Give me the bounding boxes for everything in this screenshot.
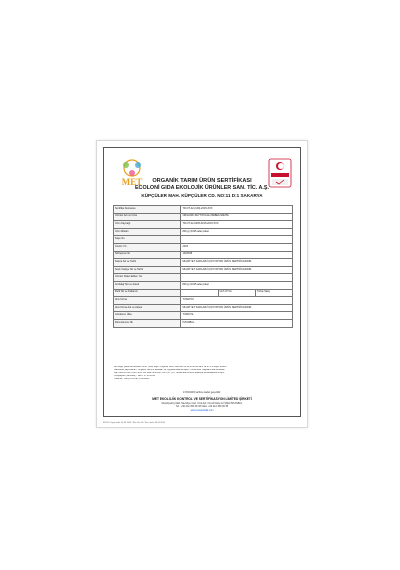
row-value: MUAFİYET KAZILARI İÇİN TOPTAN ÜRÜN SERTİFİKASIDIR. [181,259,293,267]
row-label: Ambalaj Tipi ve Adedi [114,281,181,289]
statement-line: Gazetede yayımlanan "Organik Tarımın Esasları ve Uygulanmasına İlişkin Yönetmelik" kapsamında sertifikalı [114,369,225,372]
table-row [114,266,293,274]
row-label: Düzenlenme Ok [114,319,181,327]
statement-line: MET EKOLOJİK KONTROL VE SERTİFİKASYON LTD. ŞTİ. Tarafından kontrol edilerek sertifikalandırılmıştır. [114,372,225,375]
certificate-title: ORGANİK TARIM ÜRÜN SERTİFİKASI [152,178,252,184]
issuer-name: MET EKOLOJİK KONTROL VE SERTİFİKASYON LİMİTED ŞİRKETİ [152,397,252,401]
table-row [114,206,293,214]
row-value [181,274,293,282]
row-value: 2015 [181,243,293,251]
row-value: TÜRKİYE [181,312,293,320]
issuer-website-link[interactable]: www.metekolojik.com [190,408,214,412]
row-value: İSTANBUL [181,319,293,327]
row-value: TR-OT-42-0005-0195-2015-XXX [181,221,293,229]
table-row [114,319,293,327]
certification-statement [114,366,288,381]
row-label: Ürün Kaynağı [114,221,181,229]
table-row [114,297,293,305]
company-name: ECOLONİ GIDA EKOLOJİK ÜRÜNLER SAN. TİC. A.Ş. [134,185,270,191]
row-extra-second: Turkiş Satış [255,289,292,297]
statement-line: Yasemin YALÇIN İmza: İSTANBUL [114,378,150,381]
table-row [114,213,293,221]
table-row [114,228,293,236]
issuer-footer [104,398,300,412]
row-label: Alıcı Firma [114,297,181,305]
table-row [114,243,293,251]
row-label: Sözleşme No [114,251,181,259]
row-value [181,236,293,244]
issuer-address: Mecidiyeköy Mah. Mecidiye Cad. Ümit Apt. No:24 Daire:12 ŞİŞLİ/İSTANBUL [161,401,243,405]
row-value: ORGANİK ZEYTİNYAĞLI BEBEK EMZİSİ [181,213,293,221]
row-label: Alıcı Firma Adı ve Adresi [114,304,181,312]
validity-note: 17/03/2015 tarihine kadar geçerlidir. [182,391,221,394]
statement-line: Onaylayan (Sertifikör): Tarih: 17.03.2015 [114,375,156,378]
row-label: Sertifika Numarası [114,206,181,214]
certificate-details-table [113,205,293,328]
table-row [114,221,293,229]
table-row [114,251,293,259]
company-address: KÜPÇÜLER MAH. KÜPÇÜLER CD. NO:11 D:1 SAKARYA [141,193,263,198]
row-label: Ürünün Paket Edilen Yer [114,274,181,282]
row-value: TÜKETİCİ [181,297,293,305]
row-value: 800 gr (1195 adet paket [181,281,293,289]
statement-line: Bu belge yukarıda belirtilen ürün, 5262 sayılı Organik Tarım Kanunu ve 18.08.2010 tarih ve 27676 sayılı Resmi [114,366,227,368]
certificate-page [96,140,308,428]
table-row [114,289,293,297]
svg-text:TÜRKAK: TÜRKAK [273,173,287,178]
table-row [114,259,293,267]
row-label: Parti No ve Kullanım [114,289,181,297]
row-value [181,289,218,297]
table-row [114,274,293,282]
document-number: FR-56 / Yayın tarihi: 01.09.2015 / Rev. No: 00 / Rev. tarihi: 09.05.2016 [103,422,165,424]
issuer-phone: Tel.: +90 212 356 06 36 Faks: +90 212 356 06 35 [175,405,229,409]
row-value: MUAFİYET KAZILARI İÇİN TOPTAN ÜRÜN SERTİFİKASIDIR. [181,304,293,312]
row-label: Sevk İrsaliye No ve Tarihi [114,266,181,274]
certificate-frame [103,147,301,417]
row-label: Üretim Yılı [114,243,181,251]
table-row [114,304,293,312]
table-row [114,236,293,244]
row-label: Gönderen Ülke [114,312,181,320]
row-label: Ürün Miktarı [114,228,181,236]
row-label: Ürünün Adı ve Cinsi [114,213,181,221]
row-label: Kaşe No [114,236,181,244]
row-value: 800 gr (1195 adet paket [181,228,293,236]
row-value: MUAFİYET KAZILARI İÇİN TOPTAN ÜRÜN SERTİFİKASIDIR. [181,266,293,274]
row-value: 1023345 [181,251,293,259]
row-value: TR-OT-42-(130)-2015-XXX [181,206,293,214]
svg-text:MET: MET [121,177,143,187]
row-extra-first: GLT-07 No [218,289,255,297]
table-row [114,312,293,320]
table-row [114,281,293,289]
row-label: Fatura No ve Tarihi [114,259,181,267]
